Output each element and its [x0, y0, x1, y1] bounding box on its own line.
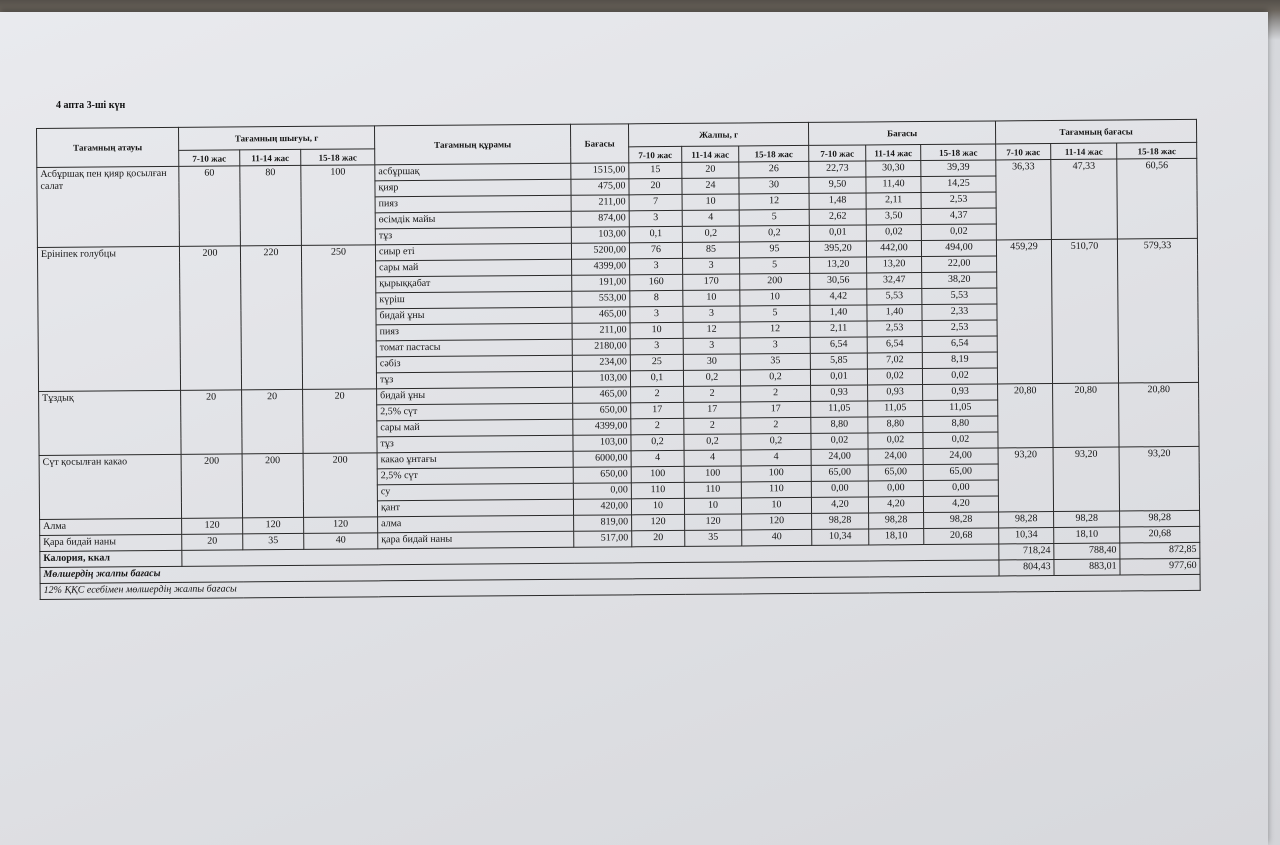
ingredient-price: 103,00	[573, 435, 631, 451]
ingredient-price: 1515,00	[571, 163, 629, 179]
ingredient-total-grams: 0,2	[740, 369, 810, 386]
dish-output: 80	[240, 165, 302, 245]
ingredient-price: 465,00	[573, 387, 631, 403]
ingredient-cost: 98,28	[812, 513, 869, 529]
ingredient-cost: 1,48	[809, 193, 866, 209]
ingredient-total-grams: 3	[683, 306, 740, 322]
ingredient-price: 475,00	[571, 179, 629, 195]
ingredient-name: 2,5% сүт	[377, 403, 573, 421]
ingredient-total-grams: 160	[630, 274, 683, 290]
ingredient-total-grams: 20	[682, 162, 739, 178]
ingredient-cost: 13,20	[867, 257, 922, 273]
dish-cost: 459,29	[996, 240, 1052, 384]
ingredient-cost: 1,40	[867, 305, 922, 321]
ingredient-price: 103,00	[571, 227, 629, 243]
age-header-cost: 7-10 жас	[809, 145, 866, 161]
ingredient-cost: 494,00	[921, 240, 996, 257]
ingredient-price: 6000,00	[573, 451, 631, 467]
dish-cost: 93,20	[998, 448, 1054, 512]
age-header-total: 11-14 жас	[682, 146, 739, 162]
dish-output: 20	[181, 390, 243, 454]
ingredient-total-grams: 5	[740, 305, 810, 322]
ingredient-total-grams: 26	[739, 161, 809, 178]
ingredient-cost: 5,85	[810, 353, 867, 369]
age-header-dish-cost: 11-14 жас	[1051, 143, 1117, 160]
ingredient-total-grams: 12	[683, 322, 740, 338]
ingredient-cost: 9,50	[809, 177, 866, 193]
ingredient-cost: 65,00	[868, 465, 923, 481]
document-title: 4 апта 3-ші күн	[56, 100, 126, 111]
vat-label: 12% ҚҚС есебімен мөлшердің жалпы бағасы	[40, 574, 1200, 599]
menu-cost-table	[36, 119, 1201, 600]
header-cost: Бағасы	[809, 121, 996, 145]
ingredient-price: 650,00	[573, 403, 631, 419]
ingredient-name: қияр	[375, 179, 571, 197]
age-header-total: 7-10 жас	[629, 146, 682, 162]
ingredient-cost: 10,34	[812, 529, 869, 545]
ingredient-name: какао ұнтағы	[377, 451, 573, 469]
ingredient-total-grams: 85	[682, 242, 739, 258]
dish-cost: 93,20	[1053, 447, 1120, 512]
ingredient-cost: 65,00	[923, 464, 998, 481]
header-price: Бағасы	[571, 124, 629, 163]
dish-output: 220	[240, 245, 302, 389]
ingredient-cost: 6,54	[810, 337, 867, 353]
ingredient-total-grams: 10	[631, 498, 684, 514]
ingredient-cost: 98,28	[924, 512, 999, 529]
dish-output: 60	[179, 166, 241, 246]
ingredient-cost: 0,93	[923, 384, 998, 401]
ingredient-price: 191,00	[572, 275, 630, 291]
ingredient-cost: 2,53	[867, 321, 922, 337]
ingredient-total-grams: 3	[683, 338, 740, 354]
ingredient-cost: 65,00	[811, 465, 868, 481]
ingredient-name: алма	[378, 515, 574, 533]
ingredient-total-grams: 120	[632, 514, 685, 530]
ingredient-cost: 1,40	[810, 305, 867, 321]
ingredient-total-grams: 10	[630, 322, 683, 338]
ingredient-cost: 24,00	[868, 449, 923, 465]
ingredient-price: 234,00	[572, 355, 630, 371]
dish-output: 20	[242, 389, 304, 453]
ingredient-total-grams: 12	[740, 321, 810, 338]
ingredient-cost: 395,20	[809, 241, 866, 257]
ingredient-cost: 11,40	[866, 177, 921, 193]
ingredient-cost: 0,02	[921, 224, 996, 241]
ingredient-total-grams: 100	[684, 466, 741, 482]
ingredient-cost: 5,53	[867, 289, 922, 305]
ingredient-total-grams: 10	[740, 289, 810, 306]
dish-output: 35	[243, 533, 304, 549]
menu-table-wrapper	[36, 119, 1200, 600]
ingredient-price: 465,00	[572, 307, 630, 323]
ingredient-price: 0,00	[573, 483, 631, 499]
ingredient-total-grams: 110	[631, 482, 684, 498]
ingredient-total-grams: 35	[685, 530, 742, 546]
ingredient-total-grams: 3	[630, 306, 683, 322]
age-header-output: 11-14 жас	[240, 149, 301, 165]
ingredient-total-grams: 0,2	[683, 370, 740, 386]
ingredient-cost: 38,20	[922, 272, 997, 289]
ingredient-cost: 24,00	[811, 449, 868, 465]
ingredient-total-grams: 24	[682, 178, 739, 194]
dish-name: Тұздық	[39, 390, 181, 455]
ingredient-total-grams: 200	[740, 273, 810, 290]
ingredient-total-grams: 15	[629, 162, 682, 178]
total-cost-value: 977,60	[1120, 558, 1200, 575]
ingredient-cost: 7,02	[867, 353, 922, 369]
ingredient-cost: 8,80	[923, 416, 998, 433]
dish-name: Ерініпек голубцы	[37, 246, 180, 391]
ingredient-price: 517,00	[574, 531, 632, 547]
dish-output: 120	[243, 517, 304, 533]
ingredient-cost: 0,01	[809, 225, 866, 241]
dish-cost: 20,80	[1119, 382, 1200, 447]
ingredient-total-grams: 3	[683, 258, 740, 274]
ingredient-total-grams: 2	[684, 386, 741, 402]
dish-cost: 10,34	[999, 528, 1054, 544]
dish-output: 200	[303, 453, 378, 518]
ingredient-total-grams: 0,2	[682, 226, 739, 242]
ingredient-name: өсімдік майы	[375, 211, 571, 229]
ingredient-name: 2,5% сүт	[377, 467, 573, 485]
ingredient-total-grams: 3	[630, 258, 683, 274]
ingredient-total-grams: 110	[684, 482, 741, 498]
ingredient-total-grams: 4	[682, 210, 739, 226]
ingredient-cost: 5,53	[922, 288, 997, 305]
ingredient-total-grams: 2	[741, 385, 811, 402]
dish-cost: 510,70	[1051, 239, 1118, 384]
ingredient-price: 4399,00	[572, 259, 630, 275]
ingredient-cost: 30,56	[810, 273, 867, 289]
ingredient-total-grams: 2	[631, 418, 684, 434]
dish-cost: 60,56	[1117, 158, 1198, 239]
ingredient-total-grams: 10	[684, 498, 741, 514]
ingredient-price: 5200,00	[571, 243, 629, 259]
ingredient-total-grams: 0,2	[684, 434, 741, 450]
ingredient-cost: 0,02	[866, 225, 921, 241]
total-cost-value: 804,43	[999, 560, 1054, 576]
ingredient-cost: 0,00	[923, 480, 998, 497]
dish-cost: 20,80	[998, 384, 1054, 448]
ingredient-cost: 2,53	[921, 192, 996, 209]
ingredient-total-grams: 12	[739, 193, 809, 210]
ingredient-price: 4399,00	[573, 419, 631, 435]
ingredient-name: пияз	[375, 195, 571, 213]
ingredient-price: 211,00	[572, 323, 630, 339]
age-header-cost: 15-18 жас	[921, 144, 996, 161]
ingredient-name: тұз	[377, 435, 573, 453]
ingredient-cost: 32,47	[867, 273, 922, 289]
dish-cost: 98,28	[999, 512, 1054, 528]
ingredient-total-grams: 10	[741, 497, 811, 514]
ingredient-total-grams: 2	[741, 417, 811, 434]
ingredient-cost: 2,11	[810, 321, 867, 337]
ingredient-cost: 0,02	[868, 433, 923, 449]
ingredient-total-grams: 3	[630, 338, 683, 354]
ingredient-name: тұз	[375, 227, 571, 245]
ingredient-name: сиыр еті	[375, 243, 571, 261]
ingredient-total-grams: 5	[739, 209, 809, 226]
ingredient-total-grams: 3	[629, 210, 682, 226]
ingredient-total-grams: 120	[742, 513, 812, 530]
ingredient-cost: 0,02	[923, 432, 998, 449]
ingredient-cost: 2,53	[922, 320, 997, 337]
dish-cost: 20,80	[1053, 383, 1120, 448]
ingredient-cost: 442,00	[866, 241, 921, 257]
ingredient-total-grams: 0,1	[630, 370, 683, 386]
ingredient-name: бидай ұны	[376, 307, 572, 325]
dish-output: 20	[182, 534, 243, 550]
ingredient-total-grams: 10	[683, 290, 740, 306]
dish-output: 200	[242, 453, 304, 517]
ingredient-name: асбұршақ	[375, 163, 571, 181]
dish-cost: 18,10	[1054, 527, 1120, 544]
dish-cost: 98,28	[1054, 511, 1120, 528]
ingredient-price: 819,00	[574, 515, 632, 531]
dish-cost: 98,28	[1120, 510, 1200, 527]
ingredient-total-grams: 170	[683, 274, 740, 290]
ingredient-cost: 2,62	[809, 209, 866, 225]
dish-output: 40	[304, 533, 378, 550]
ingredient-cost: 4,20	[868, 497, 923, 513]
ingredient-total-grams: 2	[631, 386, 684, 402]
ingredient-price: 874,00	[571, 211, 629, 227]
header-composition: Тағамның құрамы	[375, 124, 571, 165]
ingredient-total-grams: 0,1	[629, 226, 682, 242]
dish-name: Асбұршақ пен қияр қосылған салат	[37, 166, 180, 247]
ingredient-cost: 6,54	[867, 337, 922, 353]
ingredient-total-grams: 5	[740, 257, 810, 274]
dish-cost: 36,33	[996, 160, 1052, 240]
ingredient-total-grams: 17	[741, 401, 811, 418]
calories-label: Калория, ккал	[40, 550, 182, 567]
ingredient-total-grams: 2	[684, 418, 741, 434]
ingredient-total-grams: 76	[629, 242, 682, 258]
ingredient-cost: 18,10	[869, 529, 924, 545]
dish-name: Алма	[40, 518, 182, 535]
ingredient-cost: 4,42	[810, 289, 867, 305]
ingredient-price: 2180,00	[572, 339, 630, 355]
age-header-dish-cost: 15-18 жас	[1117, 142, 1197, 159]
ingredient-cost: 14,25	[921, 176, 996, 193]
ingredient-total-grams: 100	[631, 466, 684, 482]
ingredient-price: 650,00	[573, 467, 631, 483]
ingredient-cost: 22,00	[922, 256, 997, 273]
age-header-dish-cost: 7-10 жас	[996, 144, 1051, 160]
calories-value: 718,24	[999, 544, 1054, 560]
ingredient-cost: 2,11	[866, 193, 921, 209]
ingredient-total-grams: 25	[630, 354, 683, 370]
ingredient-cost: 22,73	[809, 161, 866, 177]
ingredient-name: сары май	[377, 419, 573, 437]
age-header-output: 7-10 жас	[179, 150, 240, 166]
dish-cost: 20,68	[1120, 526, 1200, 543]
ingredient-name: тұз	[376, 371, 572, 389]
ingredient-total-grams: 95	[739, 241, 809, 258]
dish-output: 200	[181, 454, 243, 518]
ingredient-cost: 8,80	[811, 417, 868, 433]
ingredient-cost: 30,30	[866, 161, 921, 177]
dish-output: 20	[303, 389, 378, 454]
ingredient-total-grams: 4	[684, 450, 741, 466]
calories-value: 872,85	[1120, 542, 1200, 559]
dish-output: 100	[301, 165, 376, 246]
ingredient-cost: 2,33	[922, 304, 997, 321]
ingredient-total-grams: 10	[682, 194, 739, 210]
ingredient-total-grams: 20	[629, 178, 682, 194]
header-dish-cost: Тағамның бағасы	[996, 119, 1197, 144]
ingredient-total-grams: 0,2	[631, 434, 684, 450]
ingredient-cost: 3,50	[866, 209, 921, 225]
ingredient-total-grams: 120	[685, 514, 742, 530]
ingredient-cost: 0,02	[867, 369, 922, 385]
ingredient-total-grams: 17	[684, 402, 741, 418]
dish-output: 120	[182, 518, 243, 534]
ingredient-cost: 0,01	[810, 369, 867, 385]
ingredient-name: бидай ұны	[377, 387, 573, 405]
dish-output: 250	[301, 245, 376, 390]
ingredient-name: қара бидай наны	[378, 531, 574, 549]
ingredient-total-grams: 30	[739, 177, 809, 194]
ingredient-cost: 11,05	[811, 401, 868, 417]
ingredient-cost: 0,00	[811, 481, 868, 497]
ingredient-price: 211,00	[571, 195, 629, 211]
ingredient-cost: 13,20	[810, 257, 867, 273]
dish-cost: 93,20	[1119, 446, 1200, 511]
ingredient-total-grams: 35	[740, 353, 810, 370]
header-dish-name: Тағамның атауы	[37, 127, 179, 167]
ingredient-cost: 4,37	[921, 208, 996, 225]
dish-output: 120	[304, 517, 378, 534]
ingredient-name: күріш	[376, 291, 572, 309]
ingredient-total-grams: 40	[742, 529, 812, 546]
ingredient-cost: 0,00	[868, 481, 923, 497]
ingredient-name: қырыққабат	[376, 275, 572, 293]
header-total-grams: Жалпы, г	[629, 122, 809, 146]
ingredient-cost: 20,68	[924, 528, 999, 545]
ingredient-cost: 0,02	[922, 368, 997, 385]
ingredient-name: пияз	[376, 323, 572, 341]
ingredient-total-grams: 0,2	[741, 433, 811, 450]
ingredient-cost: 98,28	[869, 513, 924, 529]
ingredient-cost: 4,20	[811, 497, 868, 513]
ingredient-total-grams: 8	[630, 290, 683, 306]
ingredient-price: 553,00	[572, 291, 630, 307]
ingredient-cost: 0,02	[811, 433, 868, 449]
ingredient-cost: 0,93	[868, 385, 923, 401]
ingredient-price: 420,00	[573, 499, 631, 515]
ingredient-cost: 24,00	[923, 448, 998, 465]
ingredient-cost: 6,54	[922, 336, 997, 353]
ingredient-cost: 8,80	[868, 417, 923, 433]
ingredient-name: қант	[377, 499, 573, 517]
ingredient-name: сәбіз	[376, 355, 572, 373]
dish-cost: 579,33	[1117, 238, 1198, 383]
ingredient-total-grams: 4	[741, 449, 811, 466]
dish-name: Сүт қосылған какао	[39, 454, 181, 519]
ingredient-name: су	[377, 483, 573, 501]
ingredient-name: томат пастасы	[376, 339, 572, 357]
total-cost-value: 883,01	[1054, 559, 1120, 576]
ingredient-total-grams: 7	[629, 194, 682, 210]
ingredient-cost: 39,39	[921, 160, 996, 177]
calories-value: 788,40	[1054, 543, 1120, 560]
ingredient-total-grams: 0,2	[739, 225, 809, 242]
ingredient-total-grams: 20	[632, 530, 685, 546]
age-header-total: 15-18 жас	[739, 145, 809, 162]
ingredient-total-grams: 100	[741, 465, 811, 482]
ingredient-total-grams: 4	[631, 450, 684, 466]
total-cost-label: Мөлшердің жалпы бағасы	[40, 560, 999, 584]
ingredient-cost: 11,05	[868, 401, 923, 417]
age-header-output: 15-18 жас	[301, 149, 375, 166]
dish-name: Қара бидай наны	[40, 534, 182, 551]
ingredient-total-grams: 17	[631, 402, 684, 418]
paper-sheet	[0, 12, 1268, 845]
ingredient-cost: 4,20	[923, 496, 998, 513]
dish-output: 200	[179, 246, 241, 390]
table-body	[37, 158, 1200, 599]
ingredient-total-grams: 3	[740, 337, 810, 354]
ingredient-cost: 0,93	[811, 385, 868, 401]
ingredient-price: 103,00	[572, 371, 630, 387]
ingredient-name: сары май	[376, 259, 572, 277]
dish-cost: 47,33	[1051, 159, 1118, 240]
ingredient-total-grams: 110	[741, 481, 811, 498]
ingredient-cost: 11,05	[923, 400, 998, 417]
header-output: Тағамның шығуы, г	[178, 126, 374, 151]
ingredient-total-grams: 30	[683, 354, 740, 370]
ingredient-cost: 8,19	[922, 352, 997, 369]
age-header-cost: 11-14 жас	[866, 145, 921, 161]
